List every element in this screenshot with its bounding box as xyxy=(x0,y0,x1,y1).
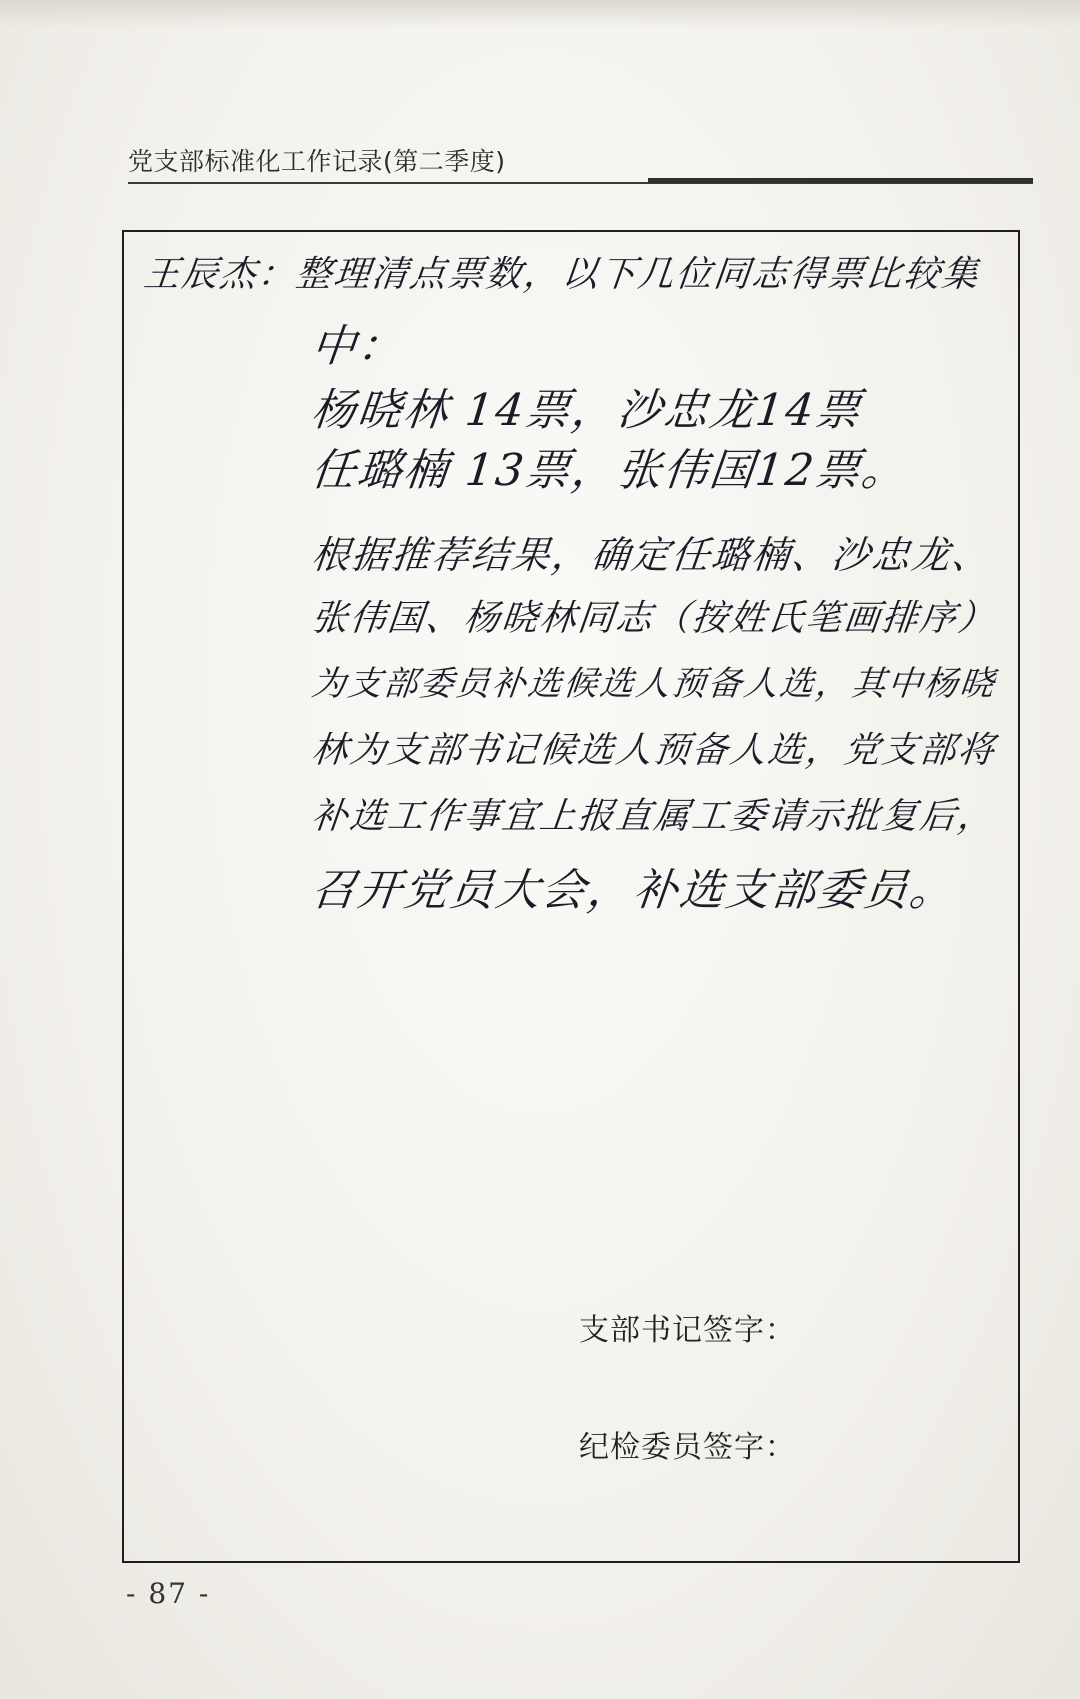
page-number: - 87 - xyxy=(126,1577,211,1610)
header-rule-accent xyxy=(648,178,1033,183)
discipline-signature-label: 纪检委员签字： xyxy=(579,1430,796,1465)
handwritten-line: 为支部委员补选候选人预备人选，其中杨晓 xyxy=(309,664,998,704)
handwritten-line: 中： xyxy=(308,321,407,372)
handwritten-line: 补选工作事宜上报直属工委请示批复后， xyxy=(309,796,998,837)
header-title: 党支部标准化工作记录(第二季度) xyxy=(128,147,506,176)
secretary-signature-label: 支部书记签字： xyxy=(579,1313,796,1348)
page-shadow xyxy=(0,0,1080,28)
record-frame xyxy=(122,230,1020,1563)
handwritten-line: 王辰杰：整理清点票数，以下几位同志得票比较集 xyxy=(141,254,982,295)
handwritten-line: 任璐楠 13票，张伟国12票。 xyxy=(308,445,911,496)
handwritten-line: 杨晓林 14票，沙忠龙14票 xyxy=(308,385,865,436)
page-header xyxy=(128,134,1028,194)
handwritten-line: 召开党员大会，补选支部委员。 xyxy=(308,865,959,916)
handwritten-line: 根据推荐结果，确定任璐楠、沙忠龙、 xyxy=(309,533,994,577)
handwritten-notes xyxy=(124,232,1022,1232)
handwritten-line: 张伟国、杨晓林同志（按姓氏笔画排序） xyxy=(309,598,998,639)
handwritten-line: 林为支部书记候选人预备人选，党支部将 xyxy=(309,730,998,771)
